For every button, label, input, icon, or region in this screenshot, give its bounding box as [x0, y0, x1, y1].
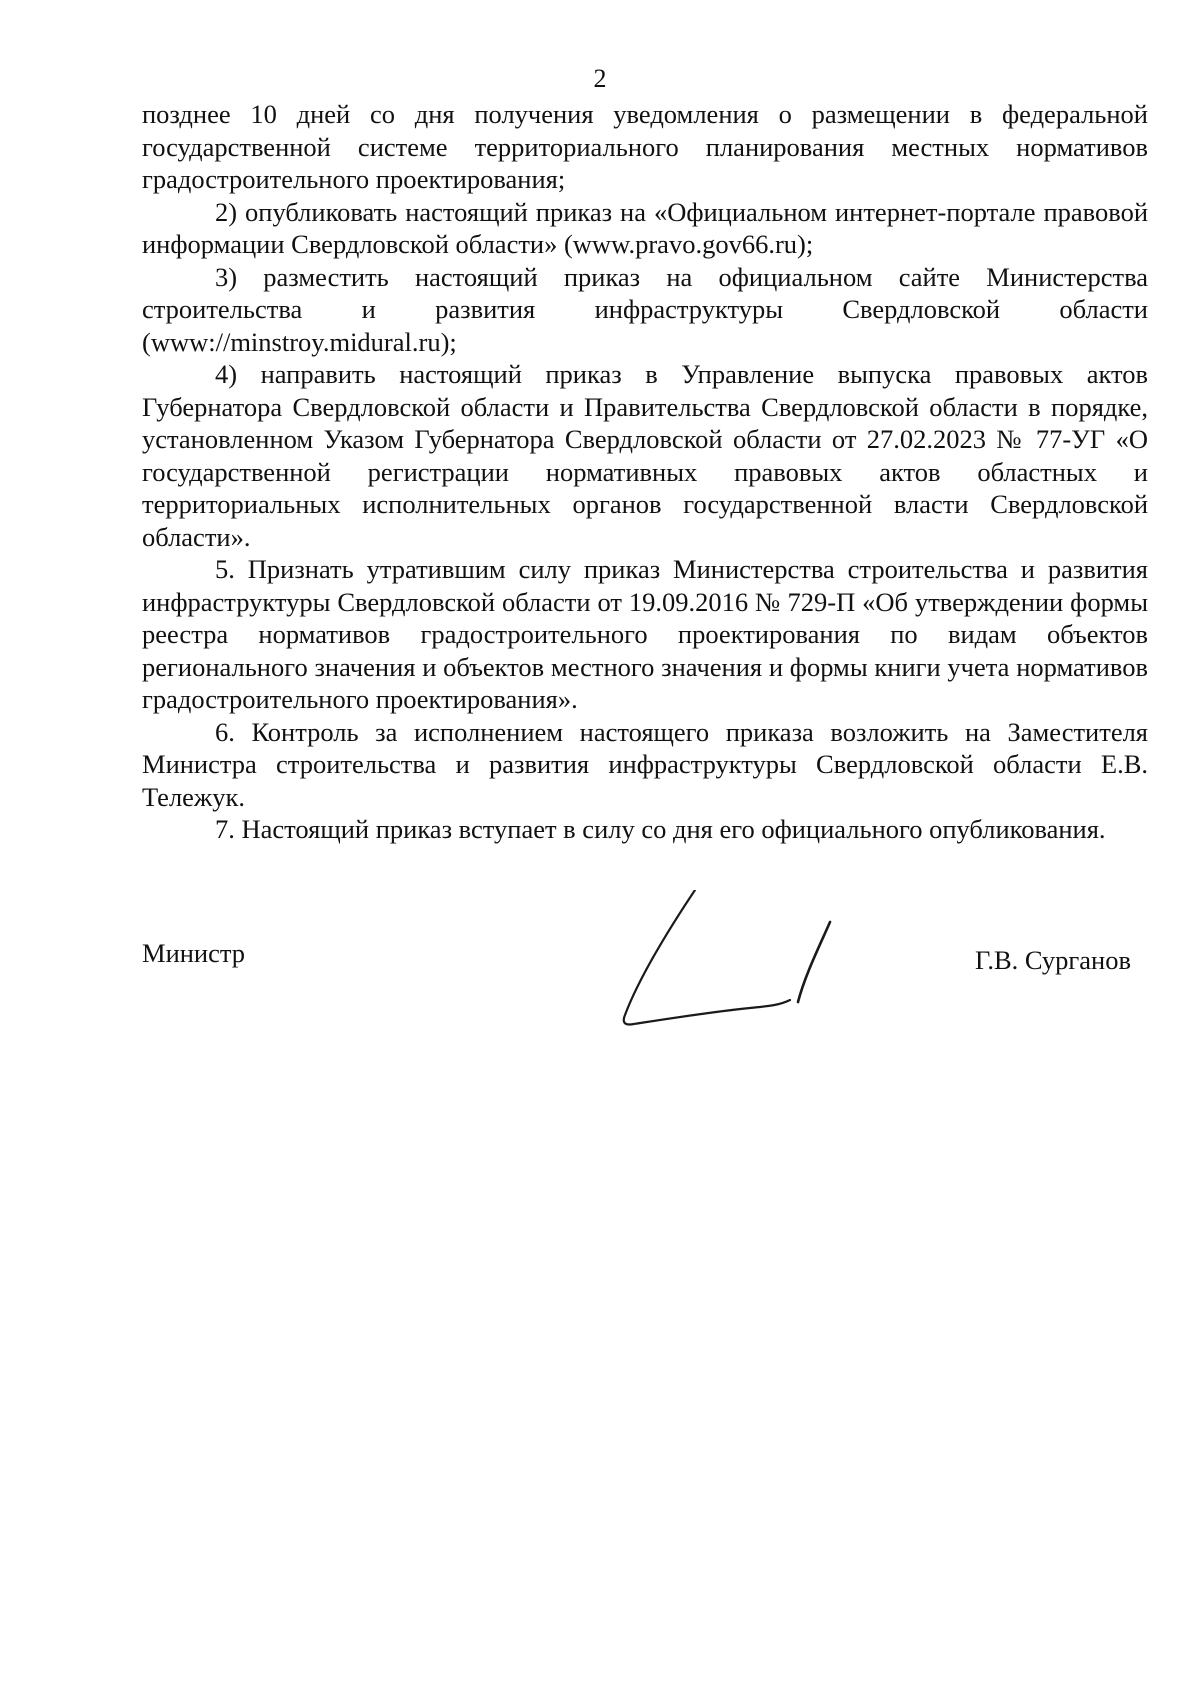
signature-stroke-right — [798, 922, 830, 1002]
paragraph-item-4: 4) направить настоящий приказ в Управление выпуска правовых актов Губернатора Свердловской области и Правительства Свердловской области в порядке, установленном Указом Губернатора Свердловской области от 27.02.2023 № 77-УГ «О государственной регистрации нормативных правовых актов областных и территориальных исполнительных органов государственной власти Свердловской области». — [142, 359, 1148, 552]
paragraph-item-3: 3) разместить настоящий приказ на официальном сайте Министерства строительства и развития инфраструктуры Свердловской области (www://minstroy.midural.ru); — [142, 261, 1148, 357]
signatory-title: Министр — [142, 938, 246, 968]
paragraph-clause-6: 6. Контроль за исполнением настоящего приказа возложить на Заместителя Министра строительства и развития инфраструктуры Свердловской области Е.В. Тележук. — [142, 716, 1148, 812]
signature-stroke-left — [624, 890, 790, 1025]
paragraph-clause-5: 5. Признать утратившим силу приказ Министерства строительства и развития инфраструктуры Свердловской области от 19.09.2016 № 729-П «Об утверждении формы реестра нормативов градостроительного проектирования по видам объектов регионального значения и объектов местного значения и формы книги учета нормативов градостроительного проектирования». — [142, 554, 1148, 714]
handwritten-signature — [620, 890, 850, 1040]
paragraph-clause-7: 7. Настоящий приказ вступает в силу со дня его официального опубликования. — [215, 814, 1106, 844]
paragraph-continuation: позднее 10 дней со дня получения уведомления о размещении в федеральной государственной системе территориального планирования местных нормативов градостроительного проектирования; — [142, 99, 1148, 194]
document-body — [142, 98, 1148, 846]
page-number: 2 — [593, 64, 607, 93]
paragraph-item-2: 2) опубликовать настоящий приказ на «Официальном интернет-портале правовой информации Свердловской области» (www.pravo.gov66.ru); — [142, 196, 1148, 259]
signatory-name: Г.В. Сурганов — [975, 945, 1131, 975]
